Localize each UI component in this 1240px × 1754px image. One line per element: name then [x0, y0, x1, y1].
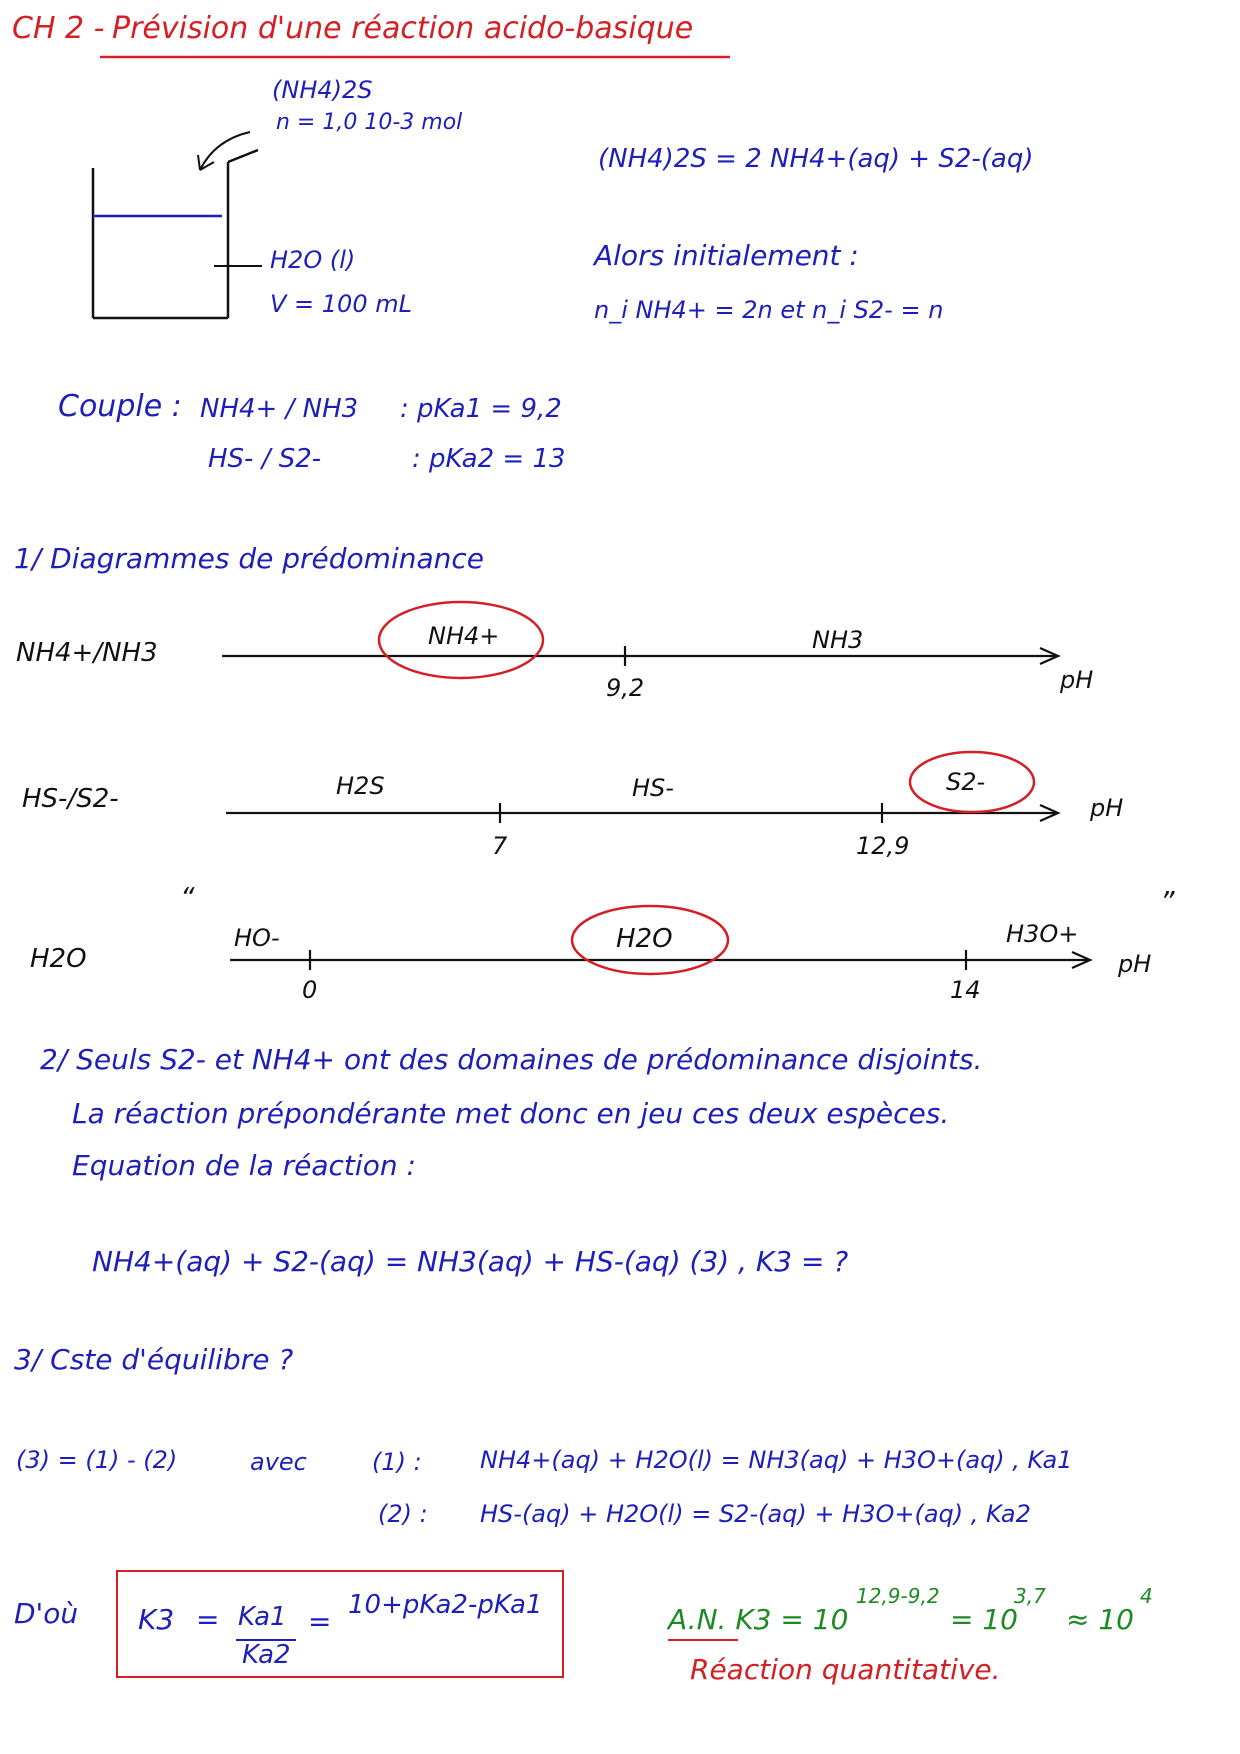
- section2-line2: La réaction prépondérante met donc en jeu ces deux espèces.: [72, 1097, 950, 1130]
- axis-nh4-nh3: [222, 646, 1058, 666]
- diagram2-axis-label: pH: [1090, 794, 1124, 822]
- diagram2-species-1: H2S: [336, 772, 385, 800]
- diagram2-species-3: S2-: [946, 768, 986, 796]
- result-eq2: =: [308, 1605, 332, 1638]
- chapter-label: CH 2 -: [12, 11, 105, 46]
- diagram3-couple: H2O: [30, 944, 87, 974]
- dou-label: D'où: [14, 1597, 79, 1630]
- result-denominator: Ka2: [242, 1640, 291, 1670]
- an-exponent2: 3,7: [1014, 1584, 1046, 1608]
- with-label: avec: [250, 1448, 307, 1476]
- diagram2-couple: HS-/S2-: [22, 784, 119, 814]
- diagram1-axis-label: pH: [1060, 666, 1094, 694]
- section1-heading: 1/ Diagrammes de prédominance: [14, 542, 484, 575]
- an-end: ≈ 10: [1066, 1603, 1134, 1636]
- dissolution-equation: (NH4)2S = 2 NH4+(aq) + S2-(aq): [598, 144, 1034, 174]
- page-title: Prévision d'une réaction acido-basique: [112, 11, 694, 46]
- result-eq: =: [196, 1603, 220, 1636]
- result-box: [116, 1570, 564, 1678]
- reaction-relation: (3) = (1) - (2): [16, 1446, 178, 1474]
- initially-label: Alors initialement :: [594, 239, 859, 272]
- an-exponent3: 4: [1140, 1584, 1153, 1608]
- diagram2-species-2: HS-: [632, 774, 674, 802]
- pka-1: : pKa1 = 9,2: [400, 394, 562, 424]
- eq2-label: (2) :: [378, 1500, 428, 1528]
- result-numerator: Ka1: [238, 1602, 287, 1632]
- an-exponent: 12,9-9,2: [856, 1584, 940, 1608]
- initial-amounts: n_i NH4+ = 2n et n_i S2- = n: [594, 296, 944, 324]
- couple-2: HS- / S2-: [208, 444, 322, 474]
- result-power: 10+pKa2-pKa1: [348, 1590, 543, 1620]
- volume-label: V = 100 mL: [270, 290, 412, 318]
- diagram3-species-3: H3O+: [1006, 920, 1079, 948]
- eq2: HS-(aq) + H2O(l) = S2-(aq) + H3O+(aq) , Ka2: [480, 1500, 1031, 1528]
- an-label: A.N. K3 = 10: [668, 1603, 849, 1636]
- solute-formula: (NH4)2S: [272, 76, 373, 104]
- diagram1-tick: 9,2: [606, 674, 645, 702]
- conclusion: Réaction quantitative.: [690, 1653, 1001, 1686]
- quote-right: ”: [1160, 885, 1175, 918]
- section2-line1: 2/ Seuls S2- et NH4+ ont des domaines de prédominance disjoints.: [40, 1043, 983, 1076]
- solute-amount: n = 1,0 10-3 mol: [276, 110, 463, 135]
- diagram1-species-acid: NH4+: [428, 622, 500, 650]
- pour-arrow: [200, 132, 250, 170]
- eq1: NH4+(aq) + H2O(l) = NH3(aq) + H3O+(aq) , Ka1: [480, 1446, 1073, 1474]
- section2-line3: Equation de la réaction :: [72, 1149, 416, 1182]
- diagram1-species-base: NH3: [812, 626, 864, 654]
- diagram3-species-1: HO-: [234, 924, 280, 952]
- diagram3-tick-2: 14: [950, 976, 981, 1004]
- diagram2-tick-1: 7: [492, 832, 508, 860]
- beaker-drawing: [93, 150, 258, 318]
- couples-label: Couple :: [58, 389, 182, 424]
- quote-left: “: [180, 881, 195, 914]
- pka-2: : pKa2 = 13: [412, 444, 566, 474]
- reaction-equation: NH4+(aq) + S2-(aq) = NH3(aq) + HS-(aq) (3) , K3 = ?: [92, 1245, 849, 1278]
- result-k3: K3: [138, 1603, 175, 1636]
- section3-heading: 3/ Cste d'équilibre ?: [14, 1343, 294, 1376]
- couple-1: NH4+ / NH3: [200, 394, 359, 424]
- eq1-label: (1) :: [372, 1448, 422, 1476]
- diagram2-tick-2: 12,9: [856, 832, 910, 860]
- an-mid: = 10: [950, 1603, 1018, 1636]
- diagram1-couple: NH4+/NH3: [16, 638, 158, 668]
- solvent-label: H2O (l): [270, 246, 356, 274]
- diagram3-tick-1: 0: [302, 976, 318, 1004]
- diagram3-axis-label: pH: [1118, 950, 1152, 978]
- diagram3-species-2: H2O: [616, 924, 673, 954]
